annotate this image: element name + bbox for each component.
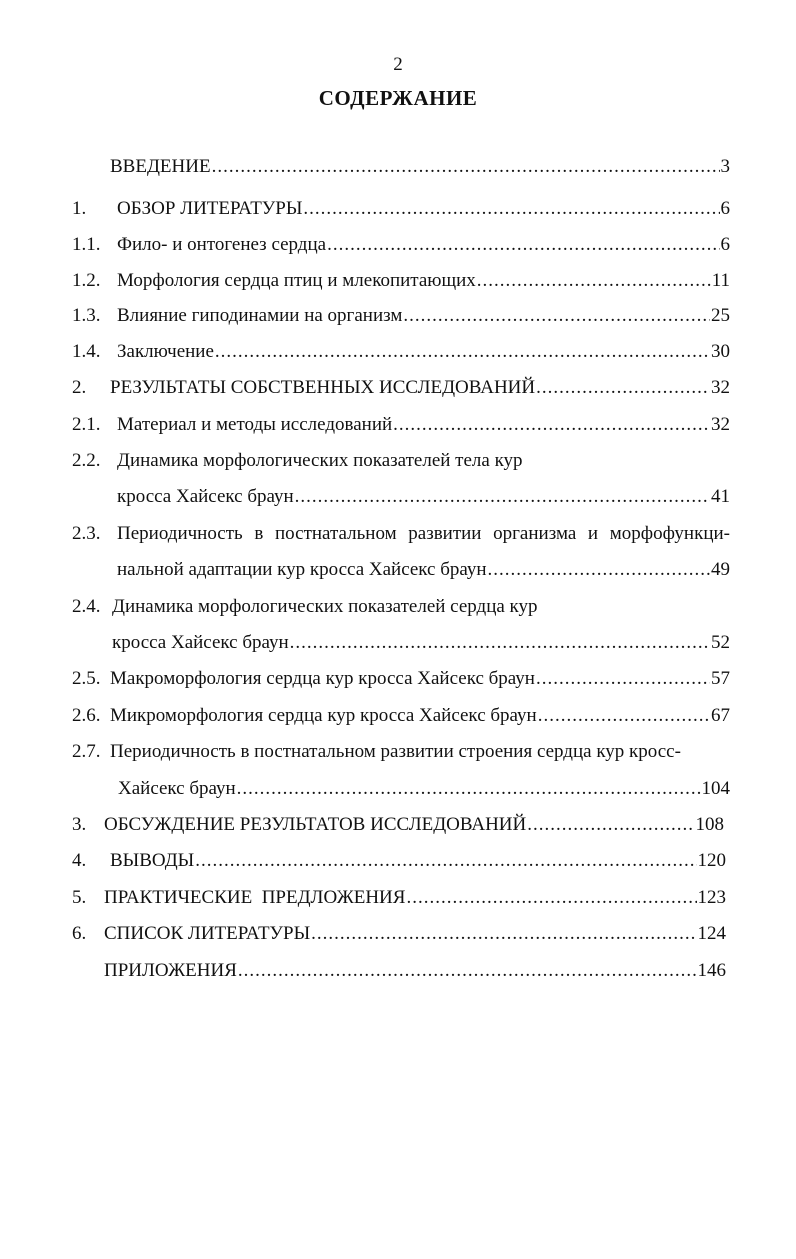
leader-dots — [237, 776, 701, 802]
toc-entry-page: 32 — [711, 414, 730, 435]
toc-entry-page: 3 — [720, 156, 730, 177]
toc-entry-number: 1.3. — [72, 305, 101, 326]
toc-entry-text: Макроморфология сердца кур кросса Хайсекс браун — [110, 668, 535, 689]
leader-dots — [212, 154, 720, 180]
toc-entry-2-4[interactable] — [112, 594, 730, 620]
toc-entry-page: 41 — [711, 486, 730, 507]
toc-entry-2-2-continued[interactable] — [117, 484, 730, 510]
toc-entry-number: 1. — [72, 198, 87, 219]
toc-entry-bibliography[interactable] — [104, 921, 726, 947]
leader-dots — [488, 557, 710, 583]
toc-entry-text: Динамика морфологических показателей тела кур — [117, 450, 523, 471]
toc-entry-page: 6 — [720, 198, 730, 219]
toc-entry-1-2[interactable] — [117, 268, 730, 294]
toc-entry-text: ВВЕДЕНИЕ — [110, 156, 211, 177]
leader-dots — [527, 812, 694, 838]
leader-dots — [403, 303, 710, 329]
toc-entry-page: 124 — [697, 923, 726, 944]
leader-dots — [290, 630, 710, 656]
toc-entry-2-7-continued[interactable] — [118, 776, 730, 802]
toc-entry-page: 49 — [711, 559, 730, 580]
toc-entry-text: Микроморфология сердца кур кросса Хайсекс браун — [110, 705, 537, 726]
toc-entry-1-3[interactable] — [117, 303, 730, 329]
leader-dots — [538, 703, 710, 729]
leader-dots — [303, 196, 719, 222]
toc-entry-number: 4. — [72, 850, 87, 871]
leader-dots — [536, 666, 710, 692]
toc-entry-2-6[interactable] — [110, 703, 730, 729]
toc-entry-text: Заключение — [117, 341, 214, 362]
toc-entry-page: 32 — [711, 377, 730, 398]
toc-entry-page: 120 — [697, 850, 726, 871]
toc-entry-page: 67 — [711, 705, 730, 726]
toc-entry-conclusions[interactable] — [110, 848, 726, 874]
leader-dots — [238, 958, 697, 984]
leader-dots — [536, 375, 710, 401]
toc-entry-text: СПИСОК ЛИТЕРАТУРЫ — [104, 923, 311, 944]
toc-entry-2-3[interactable] — [117, 521, 730, 547]
toc-entry-2-4-continued[interactable] — [112, 630, 730, 656]
toc-entry-number: 2.5. — [72, 668, 101, 689]
toc-entry-text: Периодичность в постнатальном развитии организма и морфофункци- — [117, 523, 730, 544]
toc-entry-text: Материал и методы исследований — [117, 414, 393, 435]
toc-entry-text: ВЫВОДЫ — [110, 850, 195, 871]
toc-entry-appendices[interactable] — [104, 958, 726, 984]
toc-entry-text: ОБЗОР ЛИТЕРАТУРЫ — [117, 198, 303, 219]
toc-entry-number: 2.4. — [72, 596, 101, 617]
page-title: СОДЕРЖАНИЕ — [318, 86, 478, 110]
leader-dots — [477, 268, 711, 294]
toc-entry-text: Фило- и онтогенез сердца — [117, 234, 327, 255]
toc-entry-page: 52 — [711, 632, 730, 653]
toc-entry-number: 2.6. — [72, 705, 101, 726]
toc-entry-page: 108 — [695, 814, 724, 835]
leader-dots — [215, 339, 710, 365]
toc-entry-literature-review[interactable] — [117, 196, 730, 222]
toc-entry-text-continued: кросса Хайсекс браун — [112, 632, 289, 653]
toc-entry-page: 123 — [697, 887, 726, 908]
toc-entry-text: ПРАКТИЧЕСКИЕ ПРЕДЛОЖЕНИЯ — [104, 887, 406, 908]
leader-dots — [406, 885, 696, 911]
toc-entry-number: 1.1. — [72, 234, 101, 255]
page-number: 2 — [393, 54, 403, 75]
toc-entry-1-4[interactable] — [117, 339, 730, 365]
toc-entry-2-2[interactable] — [117, 448, 730, 474]
toc-entry-results[interactable] — [110, 375, 730, 401]
toc-entry-number: 6. — [72, 923, 87, 944]
toc-entry-discussion[interactable] — [104, 812, 724, 838]
toc-entry-2-5[interactable] — [110, 666, 730, 692]
leader-dots — [195, 848, 696, 874]
toc-entry-page: 57 — [711, 668, 730, 689]
toc-entry-2-3-continued[interactable] — [117, 557, 730, 583]
toc-entry-number: 2. — [72, 377, 87, 398]
toc-entry-number: 5. — [72, 887, 87, 908]
leader-dots — [327, 232, 719, 258]
toc-entry-number: 3. — [72, 814, 87, 835]
toc-entry-page: 6 — [720, 234, 730, 255]
leader-dots — [295, 484, 710, 510]
toc-entry-text-continued: нальной адаптации кур кросса Хайсекс браун — [117, 559, 487, 580]
toc-entry-text: ПРИЛОЖЕНИЯ — [104, 960, 237, 981]
toc-entry-number: 1.4. — [72, 341, 101, 362]
toc-entry-text-continued: Хайсекс браун — [118, 778, 236, 799]
toc-entry-text: Влияние гиподинамии на организм — [117, 305, 403, 326]
toc-entry-2-1[interactable] — [117, 412, 730, 438]
toc-entry-1-1[interactable] — [117, 232, 730, 258]
toc-entry-introduction[interactable] — [110, 154, 730, 180]
toc-entry-practical-proposals[interactable] — [104, 885, 726, 911]
toc-entry-page: 104 — [701, 778, 730, 799]
toc-entry-text: ОБСУЖДЕНИЕ РЕЗУЛЬТАТОВ ИССЛЕДОВАНИЙ — [104, 814, 527, 835]
toc-entry-page: 30 — [711, 341, 730, 362]
leader-dots — [393, 412, 710, 438]
toc-entry-text: РЕЗУЛЬТАТЫ СОБСТВЕННЫХ ИССЛЕДОВАНИЙ — [110, 377, 536, 398]
toc-entry-2-7[interactable] — [110, 739, 730, 765]
toc-entry-page: 146 — [697, 960, 726, 981]
toc-entry-text: Периодичность в постнатальном развитии строения сердца кур кросс- — [110, 741, 681, 762]
toc-entry-number: 2.3. — [72, 523, 101, 544]
toc-entry-text-continued: кросса Хайсекс браун — [117, 486, 294, 507]
leader-dots — [311, 921, 696, 947]
toc-entry-page: 25 — [711, 305, 730, 326]
toc-entry-number: 2.2. — [72, 450, 101, 471]
toc-entry-number: 2.1. — [72, 414, 101, 435]
toc-entry-text: Морфология сердца птиц и млекопитающих — [117, 270, 476, 291]
toc-entry-number: 2.7. — [72, 741, 101, 762]
toc-entry-text: Динамика морфологических показателей сердца кур — [112, 596, 538, 617]
toc-entry-page: 11 — [711, 270, 730, 291]
toc-entry-number: 1.2. — [72, 270, 101, 291]
